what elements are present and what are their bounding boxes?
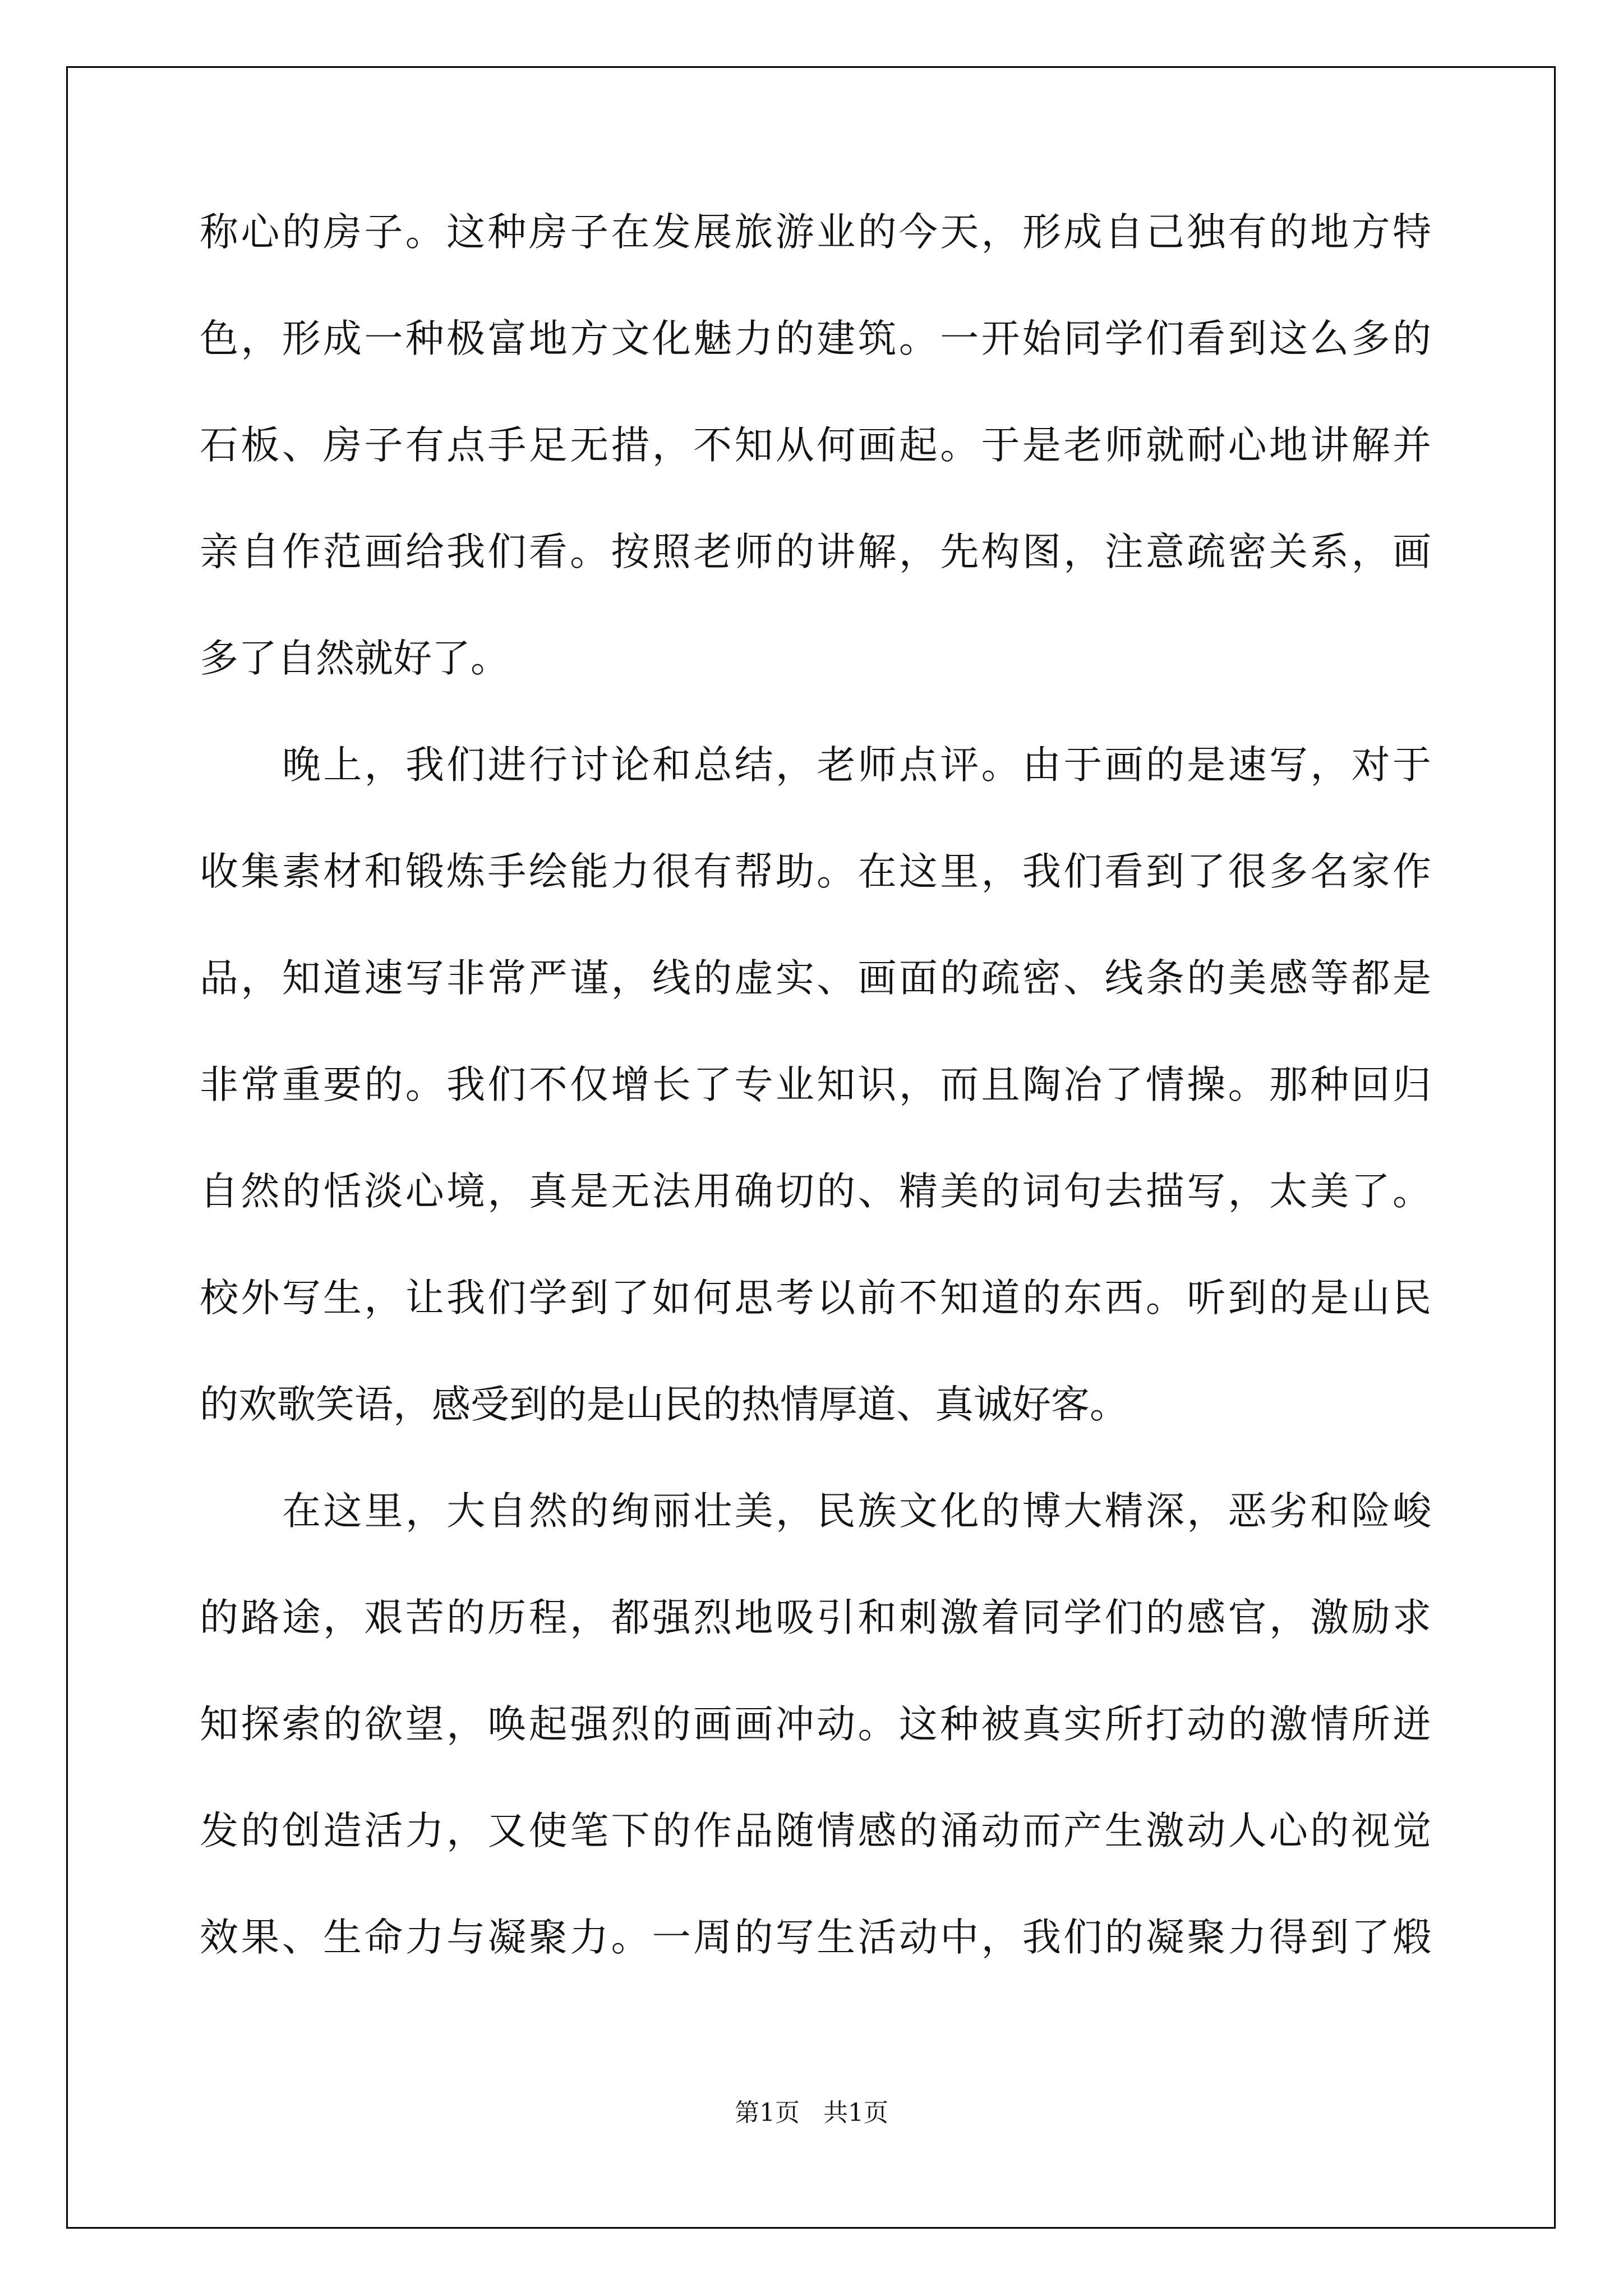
text-line-9: 非常重要的。我们不仅增长了专业知识，而且陶冶了情操。那种回归 (200, 1062, 1431, 1107)
text-line-10: 自然的恬淡心境，真是无法用确切的、精美的词句去描写，太美了。 (200, 1169, 1431, 1214)
page-number-footer: 第1页 共1页 (735, 2099, 888, 2127)
text-line-17: 效果、生命力与凝聚力。一周的写生活动中，我们的凝聚力得到了煅 (200, 1915, 1431, 1960)
text-line-11: 校外写生，让我们学到了如何思考以前不知道的东西。听到的是山民 (200, 1276, 1431, 1320)
text-line-6: 晚上，我们进行讨论和总结，老师点评。由于画的是速写，对于 (282, 743, 1431, 788)
text-line-13: 在这里，大自然的绚丽壮美，民族文化的博大精深，恶劣和险峻 (282, 1489, 1431, 1534)
text-line-7: 收集素材和锻炼手绘能力很有帮助。在这里，我们看到了很多名家作 (200, 849, 1431, 894)
text-line-15: 知探索的欲望，唤起强烈的画画冲动。这种被真实所打动的激情所迸 (200, 1702, 1431, 1747)
text-line-1: 称心的房子。这种房子在发展旅游业的今天，形成自己独有的地方特 (200, 210, 1431, 255)
page-border (66, 66, 1556, 2229)
text-line-12: 的欢歌笑语，感受到的是山民的热情厚道、真诚好客。 (200, 1382, 1128, 1427)
text-line-16: 发的创造活力，又使笔下的作品随情感的涌动而产生激动人心的视觉 (200, 1809, 1431, 1853)
text-line-8: 品，知道速写非常严谨，线的虚实、画面的疏密、线条的美感等都是 (200, 956, 1431, 1001)
text-line-4: 亲自作范画给我们看。按照老师的讲解，先构图，注意疏密关系，画 (200, 530, 1431, 574)
text-line-2: 色，形成一种极富地方文化魅力的建筑。一开始同学们看到这么多的 (200, 316, 1431, 361)
text-line-3: 石板、房子有点手足无措，不知从何画起。于是老师就耐心地讲解并 (200, 423, 1431, 468)
text-line-14: 的路途，艰苦的历程，都强烈地吸引和刺激着同学们的感官，激励求 (200, 1595, 1431, 1640)
text-line-5: 多了自然就好了。 (200, 636, 509, 681)
